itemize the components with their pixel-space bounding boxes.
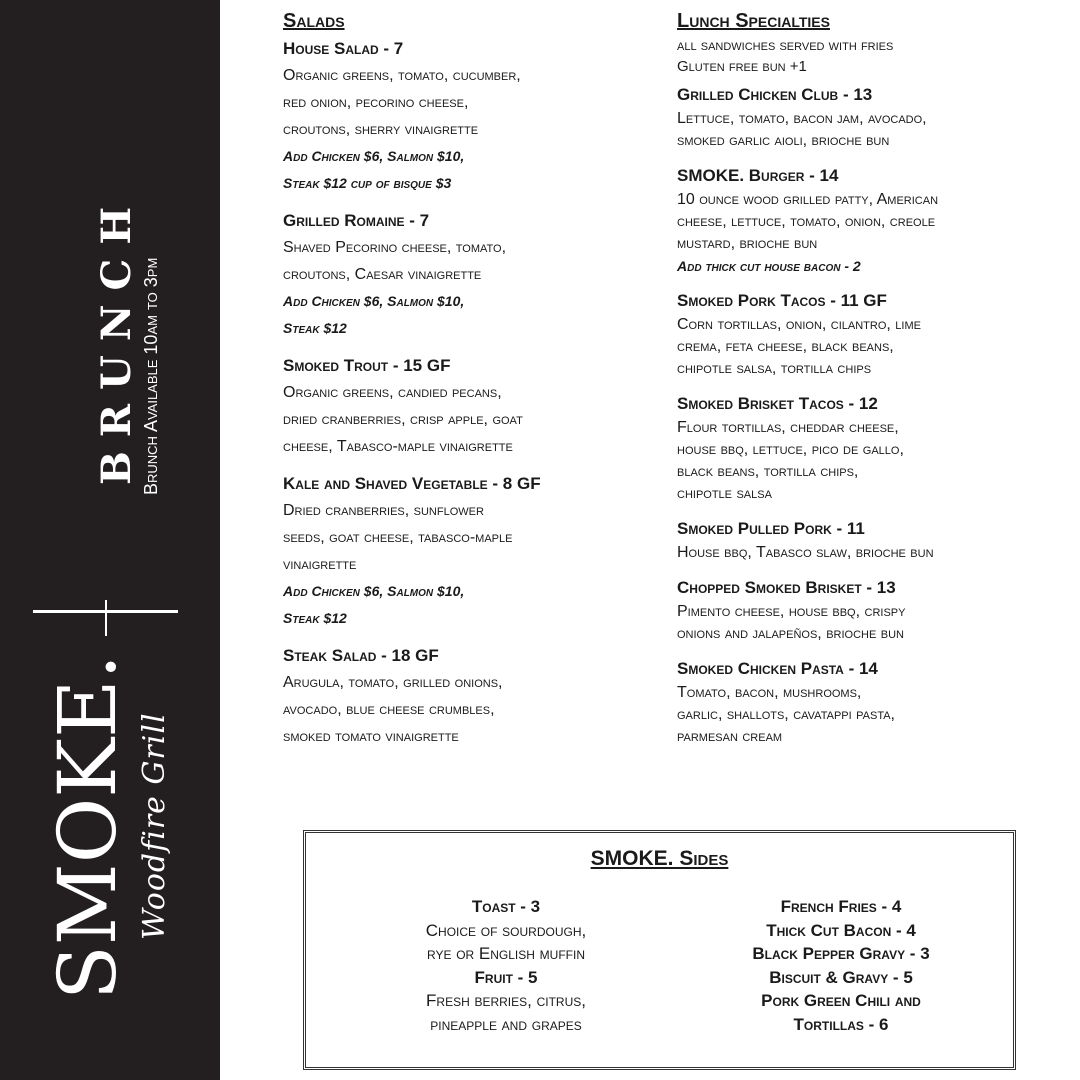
side-item-name: Thick Cut Bacon - 4 <box>766 920 916 940</box>
menu-item-description: 10 ounce wood grilled patty, American <box>677 191 939 208</box>
menu-item-description: dried cranberries, crisp apple, goat <box>283 411 523 428</box>
menu-item <box>677 394 1067 505</box>
menu-item-description: Arugula, tomato, grilled onions, <box>283 674 503 691</box>
salads-list <box>283 39 648 750</box>
menu-item-description: Flour tortillas, cheddar cheese, <box>677 419 899 436</box>
menu-item <box>677 85 1067 152</box>
menu-item-description: garlic, shallots, cavatappi pasta, <box>677 706 896 723</box>
menu-item-name: Smoked Pork Tacos - 11 GF <box>677 291 887 310</box>
menu-item-description: Lettuce, tomato, bacon jam, avocado, <box>677 110 927 127</box>
menu-item <box>283 356 648 460</box>
menu-item-description: cheese, Tabasco-maple vinaigrette <box>283 438 513 455</box>
menu-item-description: croutons, Caesar vinaigrette <box>283 266 482 283</box>
menu-item <box>677 578 1067 645</box>
menu-item-name: Smoked Brisket Tacos - 12 <box>677 394 878 413</box>
brunch-title: BRUNCH <box>93 192 140 485</box>
menu-item-addon: Add Chicken $6, Salmon $10, <box>283 583 465 599</box>
side-item-description: Fresh berries, citrus, <box>426 991 586 1010</box>
menu-item-name: SMOKE. Burger - 14 <box>677 166 839 185</box>
lunch-title: Lunch Specialties <box>677 10 830 32</box>
menu-item-description: mustard, brioche bun <box>677 235 818 252</box>
menu-item-description: Organic greens, tomato, cucumber, <box>283 67 521 84</box>
menu-item-description: Corn tortillas, onion, cilantro, lime <box>677 316 921 333</box>
menu-item-name: House Salad - 7 <box>283 39 404 58</box>
menu-item-description: parmesan cream <box>677 728 783 745</box>
menu-item-name: Steak Salad - 18 GF <box>283 646 439 665</box>
menu-item-description: House bbq, Tabasco slaw, brioche bun <box>677 544 934 561</box>
side-item-name: Black Pepper Gravy - 3 <box>752 944 930 963</box>
divider-vertical <box>105 600 107 636</box>
menu-item <box>283 646 648 750</box>
menu-item-name: Chopped Smoked Brisket - 13 <box>677 578 896 597</box>
menu-item-description: onions and jalapeños, brioche bun <box>677 625 904 642</box>
menu-item-description: chipotle salsa <box>677 485 772 502</box>
side-item-name: Toast - 3 <box>471 897 541 916</box>
menu-item-description: Tomato, bacon, mushrooms, <box>677 684 862 701</box>
side-item-name: Pork Green Chili and <box>761 991 921 1010</box>
menu-item-addon: Add Chicken $6, Salmon $10, <box>283 148 465 164</box>
menu-item-description: smoked tomato vinaigrette <box>283 728 459 745</box>
side-item-name: Tortillas - 6 <box>793 1014 889 1034</box>
menu-item-addon: Steak $12 <box>283 320 347 336</box>
menu-item-addon: Add Chicken $6, Salmon $10, <box>283 293 465 309</box>
salads-section <box>283 10 648 764</box>
menu-item-description: Dried cranberries, sunflower <box>283 502 484 519</box>
menu-item-description: seeds, goat cheese, tabasco-maple <box>283 529 513 546</box>
menu-item-description: black beans, tortilla chips, <box>677 463 859 480</box>
menu-item-description: chipotle salsa, tortilla chips <box>677 360 872 377</box>
menu-item <box>677 659 1067 748</box>
menu-item-name: Grilled Romaine - 7 <box>283 211 430 230</box>
menu-item-addon: Add thick cut house bacon - 2 <box>677 258 861 274</box>
lunch-note: all sandwiches served with fries <box>677 37 894 54</box>
menu-item-description: red onion, pecorino cheese, <box>283 94 469 111</box>
menu-item-description: vinaigrette <box>283 556 357 573</box>
menu-item-name: Smoked Trout - 15 GF <box>283 356 451 375</box>
salads-title: Salads <box>283 10 345 32</box>
menu-item-name: Smoked Pulled Pork - 11 <box>677 519 865 538</box>
side-item-name: Biscuit & Gravy - 5 <box>769 967 913 987</box>
menu-item <box>283 211 648 342</box>
menu-item-description: Pimento cheese, house bbq, crispy <box>677 603 906 620</box>
side-item-description: rye or English muffin <box>427 944 585 963</box>
logo-smoke: SMOKE. <box>41 654 134 1000</box>
sides-right-column <box>701 895 981 1036</box>
sides-title: SMOKE. Sides <box>590 847 729 870</box>
sidebar <box>0 0 220 1080</box>
menu-item <box>677 166 1067 277</box>
menu-item <box>677 519 1067 564</box>
menu-item-description: crema, feta cheese, black beans, <box>677 338 894 355</box>
side-item-description: Choice of sourdough, <box>425 920 587 940</box>
menu-item <box>283 39 648 197</box>
menu-item <box>677 291 1067 380</box>
menu-item-description: avocado, blue cheese crumbles, <box>283 701 495 718</box>
brunch-availability: Brunch Available 10am to 3pm <box>141 257 161 495</box>
sides-left-column <box>376 895 636 1036</box>
lunch-note: Gluten free bun +1 <box>677 58 807 75</box>
menu-item-name: Smoked Chicken Pasta - 14 <box>677 659 878 678</box>
menu-item-description: cheese, lettuce, tomato, onion, creole <box>677 213 936 230</box>
sides-box <box>303 830 1016 1070</box>
side-item-name: Fruit - 5 <box>474 967 538 987</box>
menu-item-description: smoked garlic aioli, brioche bun <box>677 132 890 149</box>
menu-item-addon: Steak $12 <box>283 610 347 626</box>
menu-item-description: Organic greens, candied pecans, <box>283 384 502 401</box>
menu-item-description: croutons, sherry vinaigrette <box>283 121 479 138</box>
menu-item-name: Grilled Chicken Club - 13 <box>677 85 873 104</box>
menu-item-addon: Steak $12 cup of bisque $3 <box>283 175 452 191</box>
side-item-description: pineapple and grapes <box>430 1014 582 1034</box>
menu-item-description: Shaved Pecorino cheese, tomato, <box>283 239 507 256</box>
menu-item <box>283 474 648 632</box>
lunch-section <box>677 10 1067 762</box>
menu-item-name: Kale and Shaved Vegetable - 8 GF <box>283 474 541 493</box>
logo-tagline: Woodfire Grill <box>137 712 172 940</box>
lunch-list <box>677 85 1067 748</box>
side-item-name: French Fries - 4 <box>780 897 902 916</box>
menu-item-description: house bbq, lettuce, pico de gallo, <box>677 441 904 458</box>
